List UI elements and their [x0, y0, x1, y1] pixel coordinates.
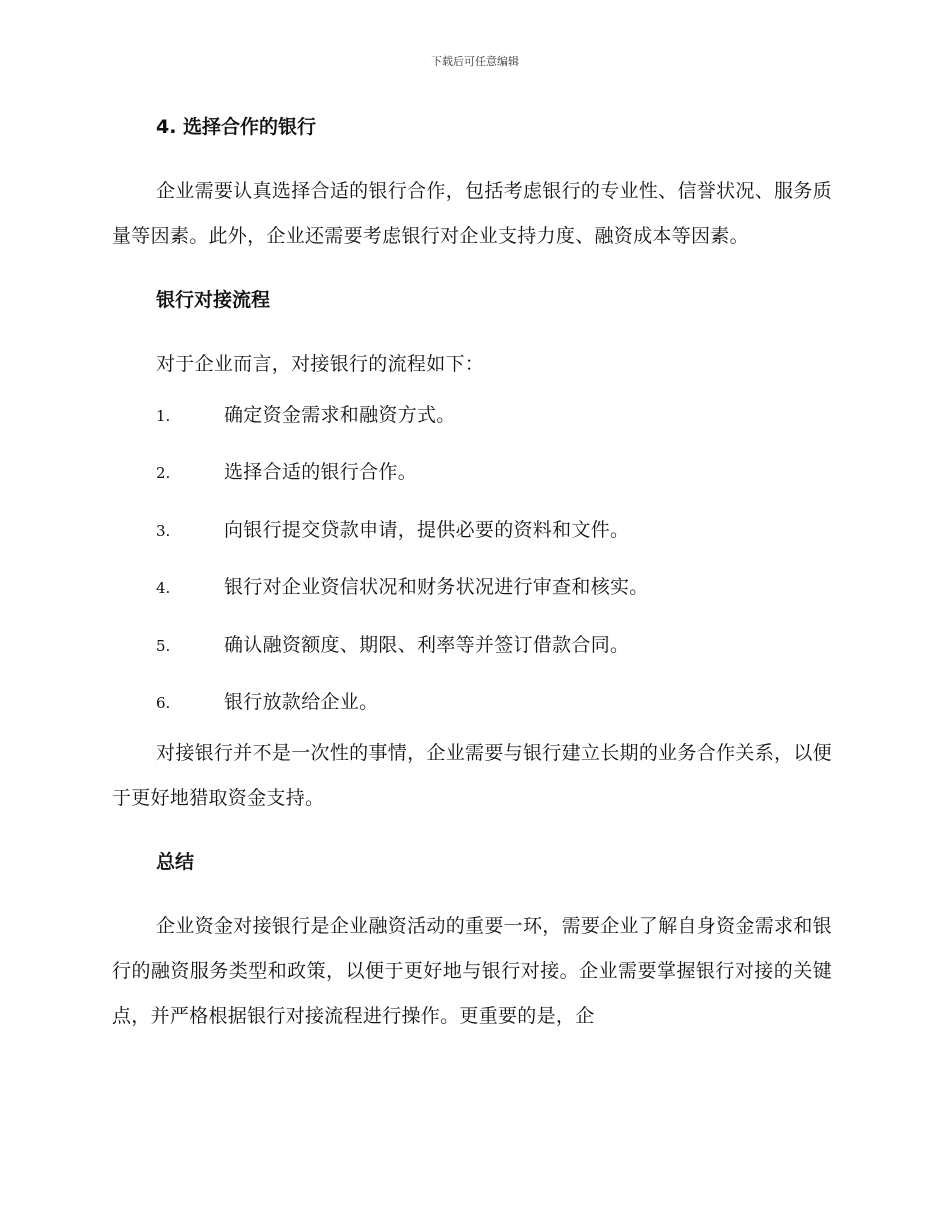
list-item: [112, 502, 832, 559]
list-item: [112, 617, 832, 674]
list-item-number: 2.: [156, 464, 171, 483]
list-item-text: 向银行提交贷款申请，提供必要的资料和文件。: [224, 518, 630, 541]
paragraph-process-closing: 对接银行并不是一次性的事情，企业需要与银行建立长期的业务合作关系，以便于更好地猎取资金支持。: [112, 742, 832, 810]
list-item-text: 选择合适的银行合作。: [224, 461, 418, 484]
list-item-text: 银行对企业资信状况和财务状况进行审查和核实。: [224, 576, 649, 599]
list-item-number: 1.: [156, 407, 171, 425]
page-header: 下载后可任意编辑: [431, 55, 519, 68]
list-item-number: 4.: [156, 579, 171, 598]
list-item-text: 确认融资额度、期限、利率等并签订借款合同。: [224, 633, 630, 656]
list-item: [112, 674, 832, 731]
list-item-number: 5.: [156, 636, 171, 655]
paragraph-summary: 企业资金对接银行是企业融资活动的重要一环，需要企业了解自身资金需求和银行的融资服务类型和政策，以便于更好地与银行对接。企业需要掌握银行对接的关键点，并严格根据银行对接流程进行操作。更重要的是，企: [112, 915, 832, 1028]
document-body: [112, 112, 832, 1039]
list-item: [112, 444, 832, 501]
section-heading-bank-choice: 4. 选择合作的银行: [156, 116, 317, 138]
list-item-number: 3.: [156, 521, 171, 540]
list-item-number: 6.: [156, 693, 171, 712]
process-steps-list: [112, 387, 832, 731]
list-item-text: 确定资金需求和融资方式。: [224, 404, 456, 426]
paragraph-process-intro: 对于企业而言，对接银行的流程如下：: [156, 353, 485, 375]
paragraph-bank-choice: 企业需要认真选择合适的银行合作，包括考虑银行的专业性、信誉状况、服务质量等因素。此外，企业还需要考虑银行对企业支持力度、融资成本等因素。: [112, 180, 832, 247]
section-heading-process: 银行对接流程: [156, 289, 271, 311]
list-item-text: 银行放款给企业。: [224, 690, 379, 713]
section-heading-summary: 总结: [156, 851, 195, 874]
list-item: [112, 387, 832, 444]
list-item: [112, 559, 832, 616]
